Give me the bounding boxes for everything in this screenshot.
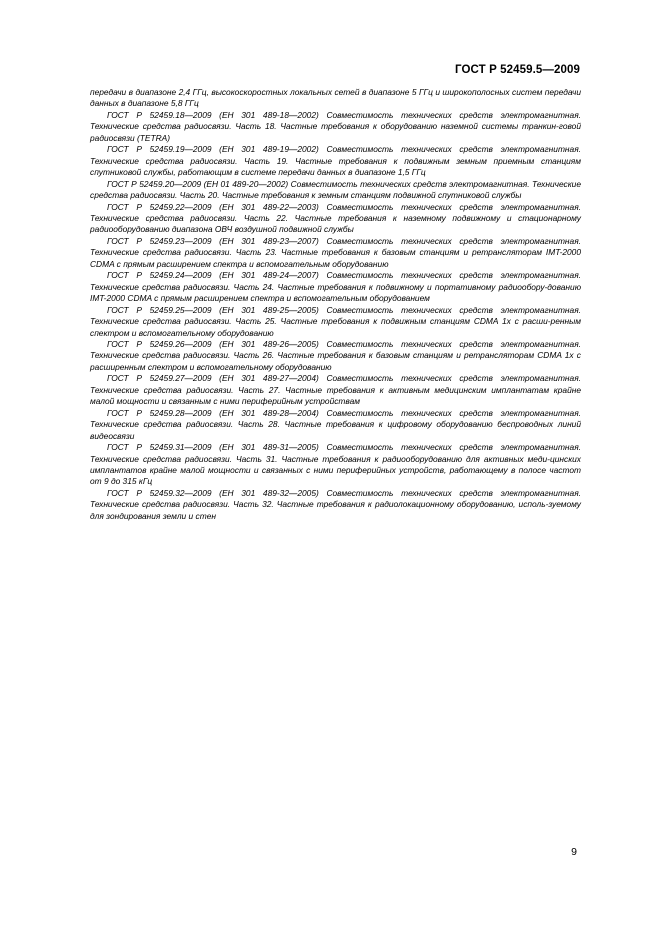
reference-item: ГОСТ Р 52459.19—2009 (ЕН 301 489-19—2002) Совместимость технических средств электромагнитная. Технические средства радиосвязи. Часть 19. Частные требования к подвижным земным приемным станциям спутниковой службы, работающим в системе передачи данных в диапазоне 1,5 ГГц — [90, 144, 581, 178]
intro-paragraph: передачи в диапазоне 2,4 ГГц, высокоскоростных локальных сетей в диапазоне 5 ГГц и широкополосных систем передачи данных в диапазоне 5,8 ГГц — [90, 87, 581, 109]
page-number: 9 — [571, 846, 577, 858]
reference-item: ГОСТ Р 52459.32—2009 (ЕН 301 489-32—2005) Совместимость технических средств электромагнитная. Технические средства радиосвязи. Часть 32. Частные требования к радиолокационному оборудованию, исполь-зуемому для зондирования земли и стен — [90, 487, 581, 521]
reference-item: ГОСТ Р 52459.27—2009 (ЕН 301 489-27—2004) Совместимость технических средств электромагнитная. Технические средства радиосвязи. Часть 27. Частные требования к активным медицинским имплантатам крайне малой мощности и связанным с ними периферийным устройствам — [90, 373, 581, 407]
reference-item: ГОСТ Р 52459.25—2009 (ЕН 301 489-25—2005) Совместимость технических средств электромагнитная. Технические средства радиосвязи. Часть 25. Частные требования к подвижным станциям CDMA 1x с расши-ренным спектром и вспомогательному оборудованию — [90, 304, 581, 338]
reference-item: ГОСТ Р 52459.22—2009 (ЕН 301 489-22—2003) Совместимость технических средств электромагнитная. Технические средства радиосвязи. Часть 22. Частные требования к наземному подвижному и стационарному радиооборудованию диапазона ОВЧ воздушной подвижной службы — [90, 201, 581, 235]
reference-item: ГОСТ Р 52459.31—2009 (ЕН 301 489-31—2005) Совместимость технических средств электромагнитная. Технические средства радиосвязи. Часть 31. Частные требования к радиооборудованию для активных меди-цинских имплантатов крайне малой мощности и связанных с ними периферийных устройств, работающему в полосе частот от 9 до 315 кГц — [90, 442, 581, 487]
document-body — [90, 87, 581, 522]
reference-item: ГОСТ Р 52459.28—2009 (ЕН 301 489-28—2004) Совместимость технических средств электромагнитная. Технические средства радиосвязи. Часть 28. Частные требования к цифровому оборудованию беспроводных линий видеосвязи — [90, 407, 581, 441]
reference-item: ГОСТ Р 52459.26—2009 (ЕН 301 489-26—2005) Совместимость технических средств электромагнитная. Технические средства радиосвязи. Часть 26. Частные требования к базовым станциям и ретрансляторам CDMA 1x с расширенным спектром и вспомогательному оборудованию — [90, 338, 581, 372]
reference-item: ГОСТ Р 52459.24—2009 (ЕН 301 489-24—2007) Совместимость технических средств электромагнитная. Технические средства радиосвязи. Часть 24. Частные требования к подвижному и портативному радиообору-дованию IMT-2000 CDMA с прямым расширением спектра и вспомогательным оборудованием — [90, 270, 581, 304]
document-header: ГОСТ Р 52459.5—2009 — [455, 64, 580, 76]
reference-item: ГОСТ Р 52459.23—2009 (ЕН 301 489-23—2007) Совместимость технических средств электромагнитная. Технические средства радиосвязи. Часть 23. Частные требования к базовым станциям и ретрансляторам IMT-2000 CDMA с прямым расширением спектра и вспомогательным оборудованию — [90, 235, 581, 269]
reference-item: ГОСТ Р 52459.20—2009 (ЕН 01 489-20—2002) Совместимость технических средств электромагнитная. Технические средства радиосвязи. Часть 20. Частные требования к земным станциям подвижной спутниковой службы — [90, 178, 581, 201]
reference-item: ГОСТ Р 52459.18—2009 (ЕН 301 489-18—2002) Совместимость технических средств электромагнитная. Технические средства радиосвязи. Часть 18. Частные требования к оборудованию наземной системы транкин-говой радиосвязи (TETRA) — [90, 109, 581, 143]
